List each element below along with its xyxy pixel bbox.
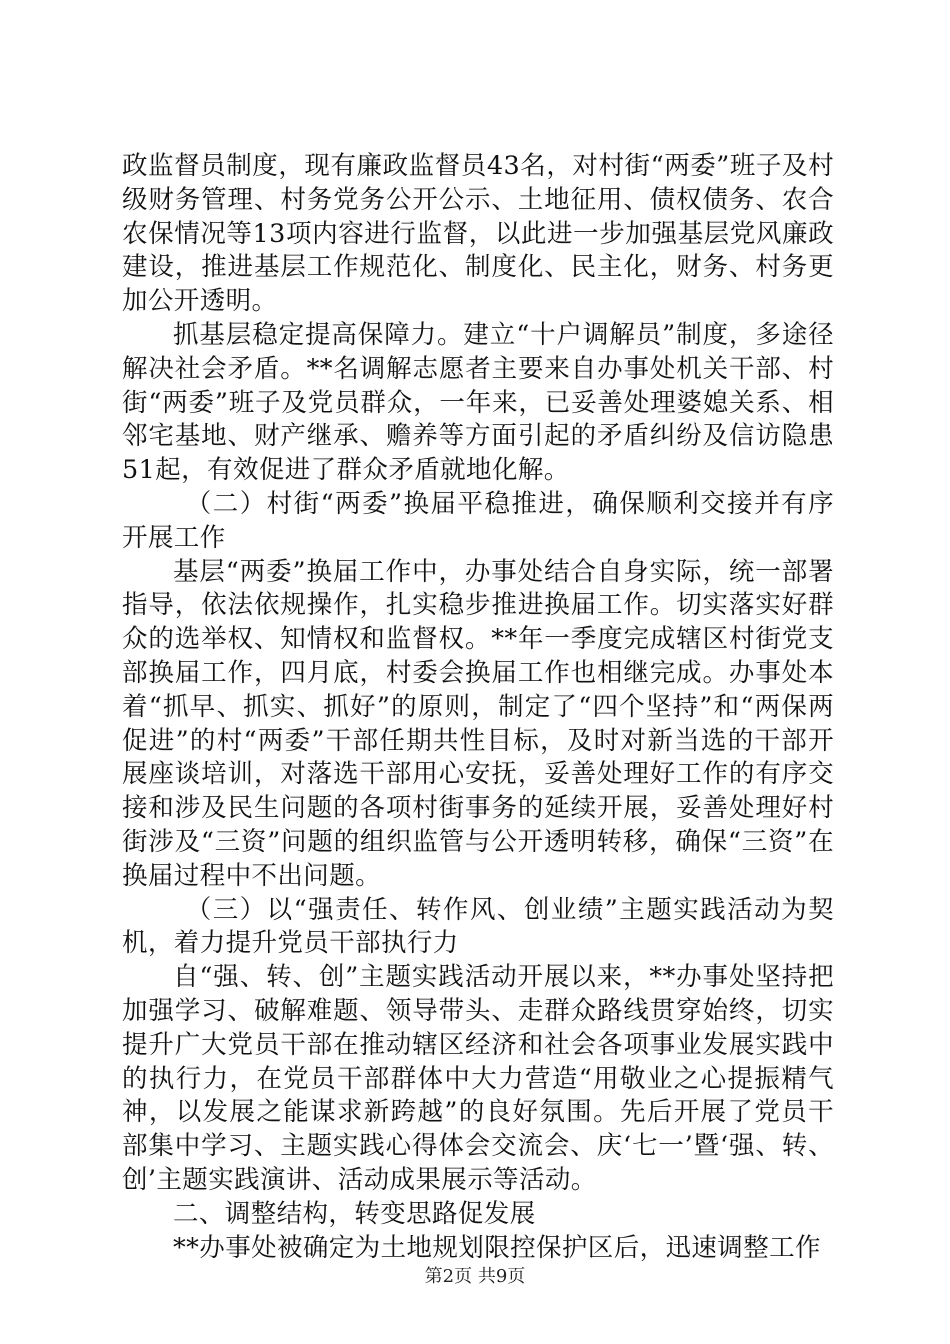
paragraph-election-work: 基层“两委”换届工作中，办事处结合自身实际，统一部署指导，依法依规操作，扎实稳步推进换届工作。切实落实好群众的选举权、知情权和监督权。**年一季度完成辖区村街党支部换届工作，四月底，村委会换届工作也相继完成。办事处本着“抓早、抓实、抓好”的原则，制定了“四个坚持”和“两保两促进”的村“两委”干部任期共性目标，及时对新当选的干部开展座谈培训，对落选干部用心安抚，妥善处理好工作的有序交接和涉及民生问题的各项村街事务的延续开展，妥善处理好村街涉及“三资”问题的组织监管与公开透明转移，确保“三资”在换届过程中不出问题。 — [122, 556, 834, 891]
section-heading-practice-activity: （三）以“强责任、转作风、创业绩”主题实践活动为契机，着力提升党员干部执行力 — [122, 894, 834, 959]
paragraph-supervision-system: 政监督员制度，现有廉政监督员43名，对村街“两委”班子及村级财务管理、村务党务公开公示、土地征用、债权债务、农合农保情况等13项内容进行监督，以此进一步加强基层党风廉政建设，推进基层工作规范化、制度化、民主化，财务、村务更加公开透明。 — [122, 151, 834, 317]
paragraph-practice-activity: 自“强、转、创”主题实践活动开展以来，**办事处坚持把加强学习、破解难题、领导带头、走群众路线贯穿始终，切实提升广大党员干部在推动辖区经济和社会各项事业发展实践中的执行力，在党员干部群体中大力营造“用敬业之心提振精气神，以发展之能谋求新跨越”的良好氛围。先后开展了党员干部集中学习、主题实践心得体会交流会、庆‘七一’暨‘强、转、创’主题实践演讲、活动成果展示等活动。 — [122, 962, 834, 1195]
paragraph-grassroots-stability: 抓基层稳定提高保障力。建立“十户调解员”制度，多途径解决社会矛盾。**名调解志愿者主要来自办事处机关干部、村街“两委”班子及党员群众，一年来，已妥善处理婆媳关系、相邻宅基地、财产继承、赡养等方面引起的矛盾纠纷及信访隐患51起，有效促进了群众矛盾就地化解。 — [122, 319, 834, 486]
document-body — [122, 150, 834, 1265]
page-number-footer: 第2页 共9页 — [424, 1266, 526, 1287]
section-heading-adjust-structure: 二、调整结构，转变思路促发展 — [173, 1198, 536, 1229]
paragraph-land-planning: **办事处被确定为土地规划限控保护区后，迅速调整工作 — [173, 1232, 821, 1263]
section-heading-election: （二）村街“两委”换届平稳推进，确保顺利交接并有序开展工作 — [122, 488, 834, 553]
